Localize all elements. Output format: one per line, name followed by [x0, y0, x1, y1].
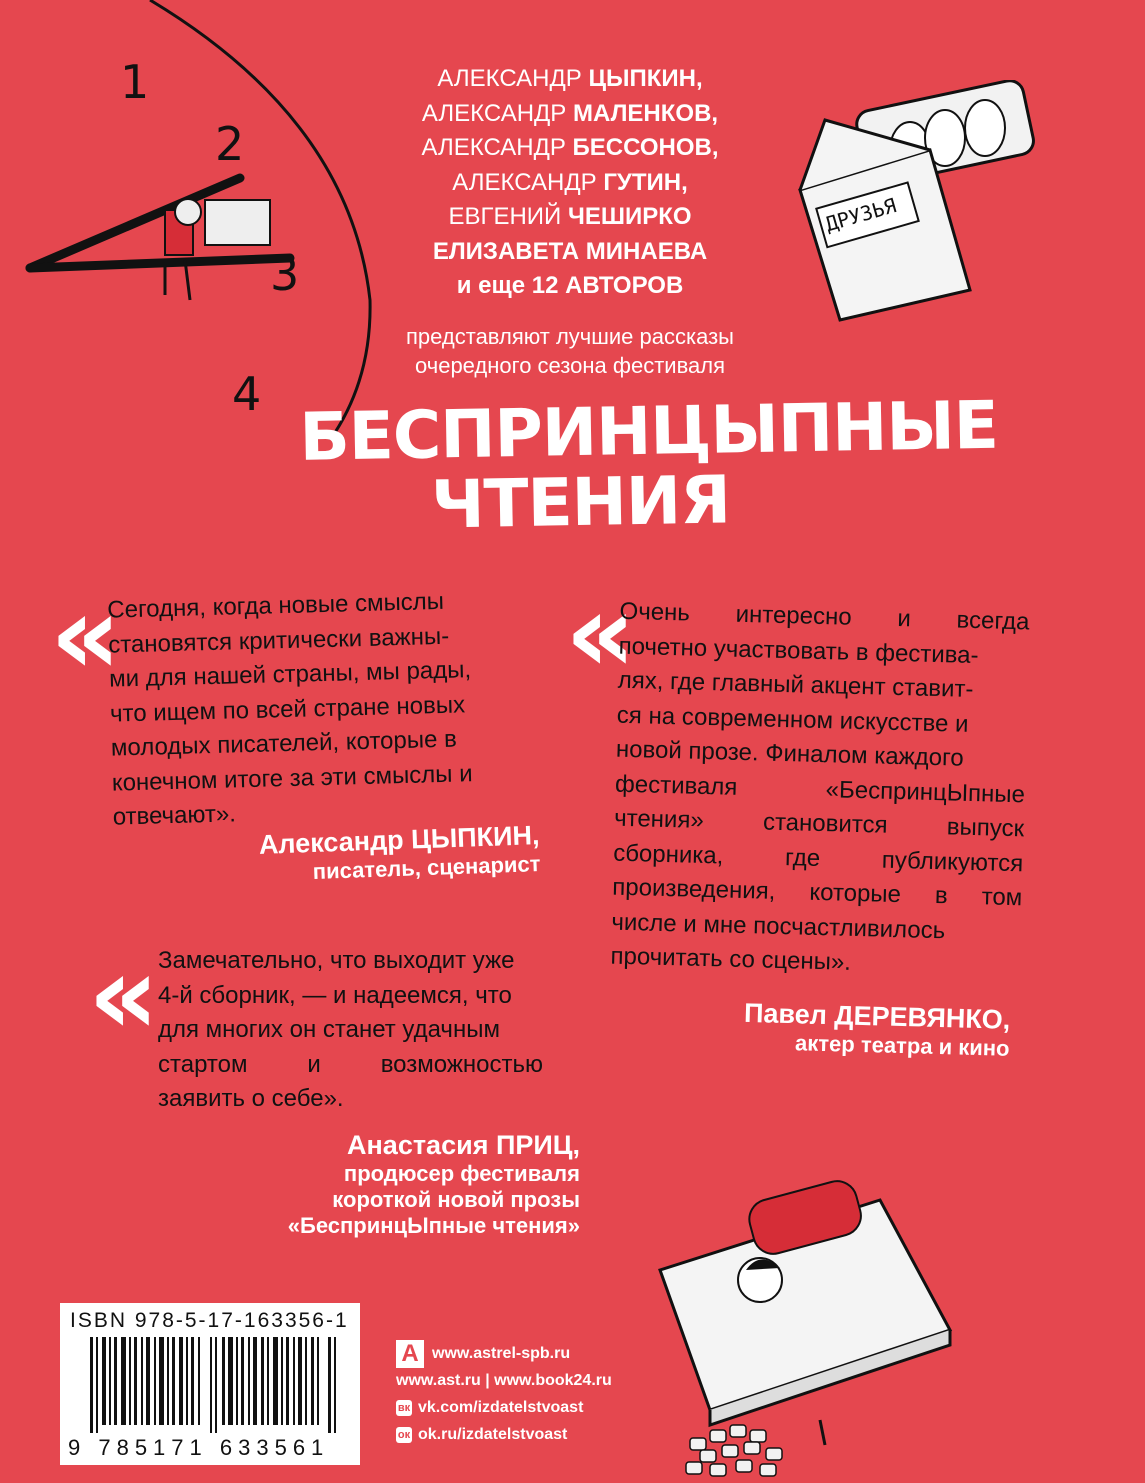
author-3: АЛЕКСАНДР БЕССОНОВ, — [421, 134, 719, 161]
clock-number-1: 1 — [120, 55, 150, 109]
intro-text: представляют лучшие рассказы очередного сезона фестиваля — [406, 324, 734, 378]
phone-person-illustration — [650, 1180, 1010, 1480]
festival-title: БЕСПРИНЦЫПНЫЕ ЧТЕНИЯ — [298, 386, 999, 544]
barcode — [90, 1337, 345, 1433]
author-6: ЕЛИЗАВЕТА МИНАЕВА — [432, 237, 708, 265]
quote-attribution-1: Александр ЦЫПКИН, писатель, сценарист — [258, 820, 541, 884]
pill-box-illustration — [780, 80, 1050, 330]
publisher-site-2[interactable]: www.ast.ru | www.book24.ru — [396, 1371, 612, 1389]
authors-list — [330, 62, 810, 304]
author-2: АЛЕКСАНДР МАЛЕНКОВ, — [421, 99, 719, 127]
vk-icon: вк — [397, 1401, 411, 1414]
quote-mark-icon: « — [88, 931, 160, 1059]
author-7: и еще 12 АВТОРОВ — [456, 272, 684, 299]
publisher-ok-link[interactable]: ок ok.ru/izdatelstvoast — [397, 1425, 568, 1443]
isbn-text: ISBN 978-5-17-163356-1 — [70, 1309, 349, 1332]
ok-icon: ок — [397, 1428, 411, 1441]
publisher-site-1[interactable]: А www.astrel-spb.ru — [396, 1340, 612, 1367]
author-5: ЕВГЕНИЙ ЧЕШИРКО — [448, 203, 692, 230]
box-label: ДРУЗЬЯ — [822, 193, 899, 237]
publisher-vk-link[interactable]: вк vk.com/izdatelstvoast — [397, 1398, 584, 1416]
barcode-digits: 9 785171 633561 — [68, 1435, 330, 1460]
author-1: АЛЕКСАНДР ЦЫПКИН, — [437, 65, 703, 92]
quote-text-3: Очень интересно и всегда почетно участвовать в фестива- лях, где главный акцент ставит- ся на современном искусстве и новой прозе. Финалом каждого фестиваля «БеспринцЫпные чтения» становится выпуск сборника, где публикуются произведения, которые в том числе и мне посчастливилось прочитать со сцены». — [610, 597, 1030, 976]
quote-attribution-3: Павел ДЕРЕВЯНКО, актер театра и кино — [743, 997, 1011, 1061]
clock-number-4: 4 — [232, 367, 262, 421]
isbn-barcode — [60, 1303, 360, 1465]
publisher-links — [396, 1340, 612, 1448]
quote-mark-icon: « — [50, 571, 122, 699]
publisher-logo-icon: А — [396, 1340, 424, 1368]
quote-mark-icon: « — [565, 569, 637, 697]
author-4: АЛЕКСАНДР ГУТИН, — [452, 168, 688, 196]
clock-number-3: 3 — [270, 247, 300, 301]
clock-number-2: 2 — [215, 117, 245, 171]
quote-text-2: Замечательно, что выходит уже 4-й сборник, — и надеемся, что для многих он станет удачным стартом и возможностью заявить о себе». — [158, 947, 543, 1112]
quote-text-1: Сегодня, когда новые смыслы становятся критически важны- ми для нашей страны, мы рады, что ищем по всей стране новых молодых писателей, которые в конечном итоге за эти смыслы и отвечают». — [106, 587, 473, 831]
quote-attribution-2: Анастасия ПРИЦ, продюсер фестиваля короткой новой прозы «БеспринцЫпные чтения» — [287, 1130, 580, 1238]
